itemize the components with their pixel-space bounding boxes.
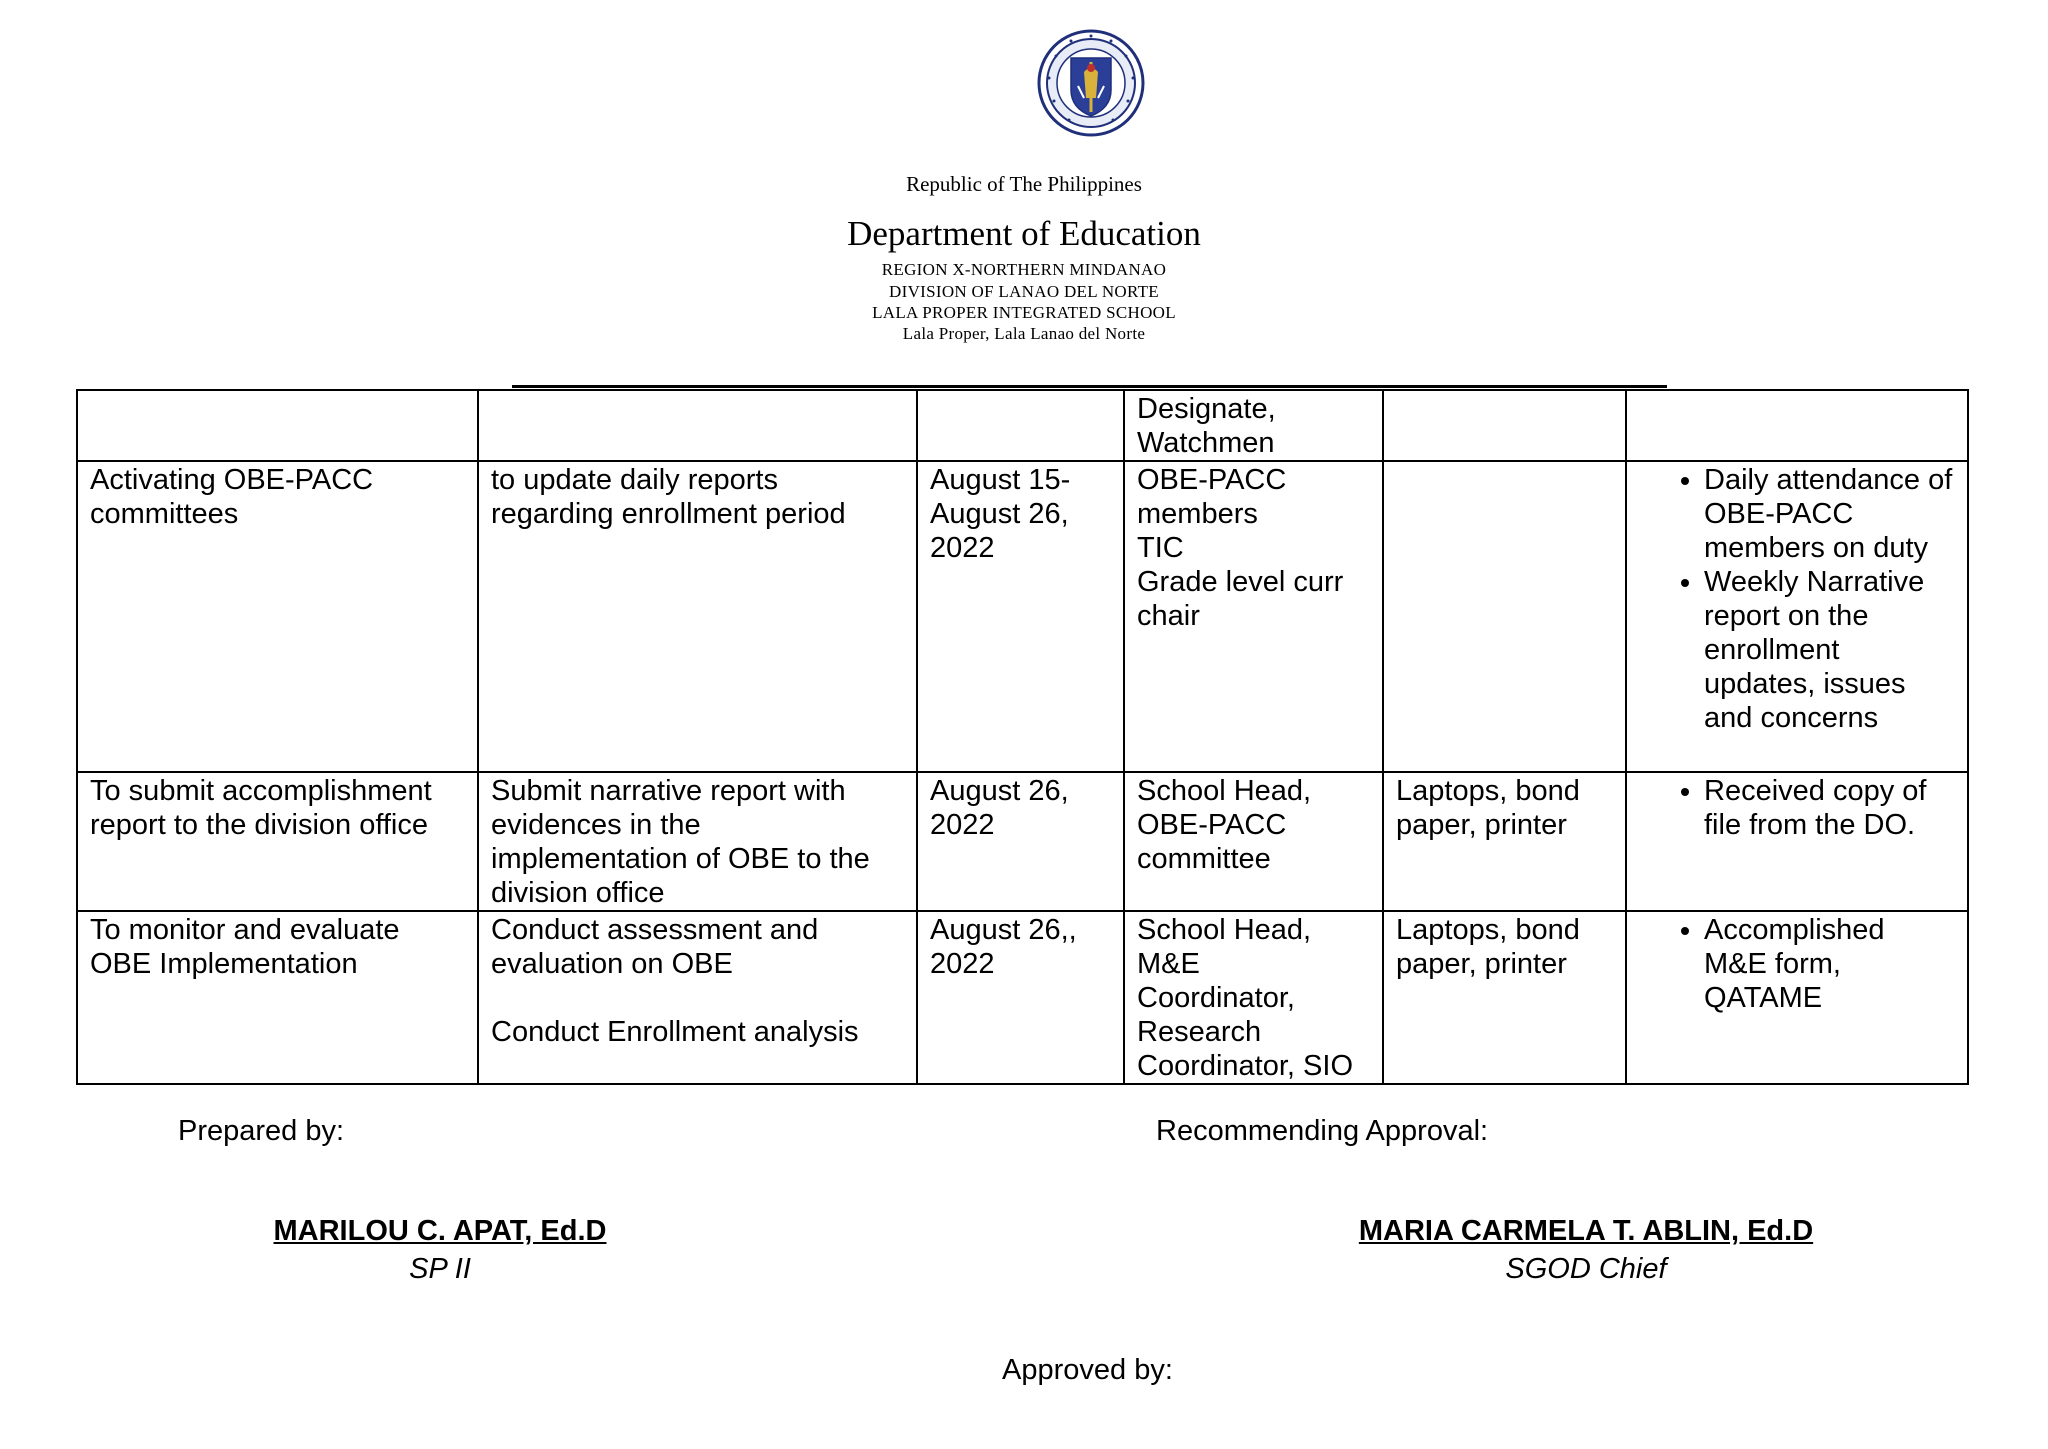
- cell-line: August 26,,: [930, 914, 1077, 946]
- activity-cell: [478, 461, 917, 772]
- cell-line: report to the division office: [90, 809, 428, 841]
- prepared-by-label: Prepared by:: [178, 1115, 345, 1147]
- table-row: [77, 911, 1968, 1084]
- cell-line: M&E: [1137, 948, 1200, 980]
- indicator-list: [1639, 463, 1955, 735]
- resources-cell: [1383, 911, 1626, 1084]
- cell-line: chair: [1137, 600, 1200, 632]
- persons-involved-cell: [1124, 390, 1383, 461]
- preparer-name: MARILOU C. APAT, Ed.D: [273, 1215, 607, 1247]
- cell-line: 2022: [930, 809, 995, 841]
- cell-line: OBE Implementation: [90, 948, 358, 980]
- cell-line: evaluation on OBE: [491, 948, 733, 980]
- activity-cell: [478, 911, 917, 1084]
- cell-line: paper, printer: [1396, 809, 1567, 841]
- cell-line: 2022: [930, 532, 995, 564]
- approved-by-label: Approved by:: [1002, 1354, 1173, 1386]
- table-row: [77, 461, 1968, 772]
- list-item: • Daily attendance of OBE-PACC members on duty: [1704, 463, 1955, 565]
- cell-line: August 26,: [930, 775, 1069, 807]
- cell-line: To submit accomplishment: [90, 775, 432, 807]
- success-indicator-cell: [1626, 461, 1968, 772]
- cell-line: August 26,: [930, 498, 1069, 530]
- resources-cell: [1383, 772, 1626, 911]
- deped-seal-icon: [1036, 28, 1146, 138]
- indicator-list: [1639, 774, 1955, 842]
- objective-cell: [77, 772, 478, 911]
- cell-line: Activating OBE-PACC: [90, 464, 374, 496]
- cell-line: Conduct assessment and: [491, 914, 819, 946]
- cell-line: evidences in the: [491, 809, 701, 841]
- table-row: [77, 772, 1968, 911]
- persons-involved-cell: [1124, 911, 1383, 1084]
- cell-line: August 15-: [930, 464, 1071, 496]
- success-indicator-cell: [1626, 390, 1968, 461]
- address-line: Lala Proper, Lala Lanao del Norte: [902, 324, 1146, 343]
- activity-plan-table: [76, 389, 1969, 1085]
- recommender-position: SGOD Chief: [1505, 1253, 1667, 1285]
- cell-line: School Head,: [1137, 914, 1312, 946]
- cell-line: To monitor and evaluate: [90, 914, 400, 946]
- cell-line: division office: [491, 877, 665, 909]
- resources-cell: [1383, 461, 1626, 772]
- cell-line: Watchmen: [1137, 427, 1275, 459]
- cell-line: committees: [90, 498, 239, 530]
- time-frame-cell: [917, 772, 1124, 911]
- cell-line: Laptops, bond: [1396, 775, 1580, 807]
- table-row: [77, 390, 1968, 461]
- header-rule: [512, 385, 1667, 388]
- objective-cell: [77, 911, 478, 1084]
- cell-line: to update daily reports: [491, 464, 778, 496]
- cell-line: regarding enrollment period: [491, 498, 846, 530]
- recommender-name: MARIA CARMELA T. ABLIN, Ed.D: [1358, 1215, 1814, 1247]
- cell-line: OBE-PACC: [1137, 809, 1287, 841]
- success-indicator-cell: [1626, 772, 1968, 911]
- list-item: • Accomplished M&E form, QATAME: [1704, 913, 1955, 1015]
- cell-line: Laptops, bond: [1396, 914, 1580, 946]
- recommending-approval-label: Recommending Approval:: [1156, 1115, 1489, 1147]
- cell-line: Research: [1137, 1016, 1262, 1048]
- time-frame-cell: [917, 390, 1124, 461]
- indicator-list: [1639, 913, 1955, 1015]
- list-item: • Weekly Narrative report on the enrollment updates, issues and concerns: [1704, 565, 1955, 735]
- region-line: REGION X-NORTHERN MINDANAO: [881, 260, 1167, 279]
- cell-line: TIC: [1137, 532, 1184, 564]
- cell-line: implementation of OBE to the: [491, 843, 870, 875]
- cell-line: Submit narrative report with: [491, 775, 846, 807]
- school-line: LALA PROPER INTEGRATED SCHOOL: [872, 303, 1176, 322]
- objective-cell: [77, 461, 478, 772]
- cell-line: Grade level curr: [1137, 566, 1344, 598]
- department-heading: Department of Education: [847, 214, 1201, 253]
- cell-line: Coordinator,: [1137, 982, 1295, 1014]
- activity-cell: [478, 772, 917, 911]
- republic-heading: Republic of The Philippines: [906, 172, 1142, 196]
- cell-line: Coordinator, SIO: [1137, 1050, 1353, 1082]
- cell-line: committee: [1137, 843, 1271, 875]
- persons-involved-cell: [1124, 772, 1383, 911]
- preparer-position: SP II: [409, 1253, 471, 1285]
- cell-spacer: [491, 981, 904, 1015]
- resources-cell: [1383, 390, 1626, 461]
- cell-line: 2022: [930, 948, 995, 980]
- cell-line: School Head,: [1137, 775, 1312, 807]
- cell-line: paper, printer: [1396, 948, 1567, 980]
- time-frame-cell: [917, 911, 1124, 1084]
- division-line: DIVISION OF LANAO DEL NORTE: [889, 282, 1159, 301]
- objective-cell: [77, 390, 478, 461]
- cell-line: Designate,: [1137, 393, 1276, 425]
- success-indicator-cell: [1626, 911, 1968, 1084]
- cell-line: Conduct Enrollment analysis: [491, 1016, 859, 1048]
- list-item: • Received copy of file from the DO.: [1704, 774, 1955, 842]
- persons-involved-cell: [1124, 461, 1383, 772]
- cell-line: OBE-PACC: [1137, 464, 1287, 496]
- time-frame-cell: [917, 461, 1124, 772]
- cell-line: members: [1137, 498, 1258, 530]
- activity-cell: [478, 390, 917, 461]
